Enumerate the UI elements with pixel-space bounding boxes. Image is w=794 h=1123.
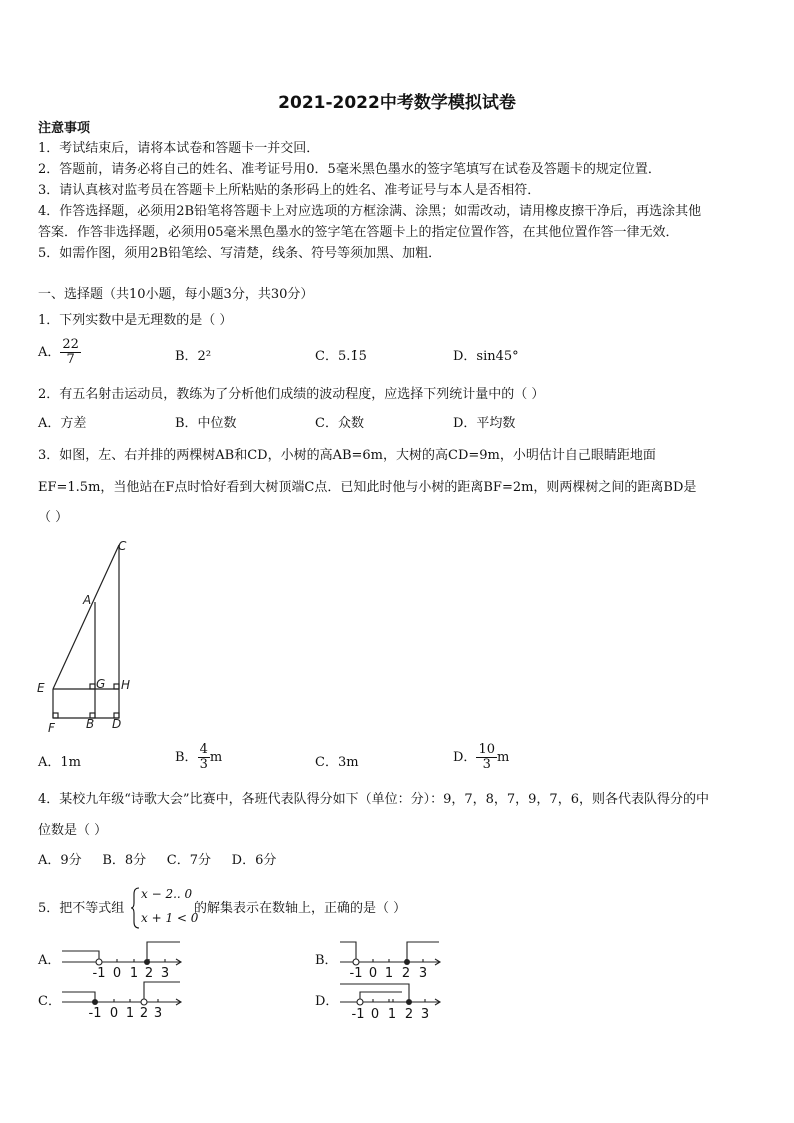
q5-c-tick-3: 3 [153,1006,163,1021]
notice-item-1: 1．考试结束后，请将本试卷和答题卡一并交回． [38,141,320,156]
section-heading: 一、选择题（共10小题，每小题3分，共30分） [38,287,314,302]
q5-inequality-2: x + 1 < 0 [141,911,199,925]
q5-c-tick-0: 0 [109,1006,119,1021]
q5-d-tick-0: 0 [370,1007,380,1022]
q5-b-tick-3: 3 [418,966,428,981]
q5-numberline-a [60,938,185,982]
q4-line-2: 位数是（ ） [38,823,108,838]
q5-d-tick-neg1: -1 [351,1007,365,1022]
q3-option-b [175,743,222,772]
notice-item-4-cont: 答案．作答非选择题，必须用05毫米黑色墨水的签字笔在答题卡上的指定位置作答，在其他位置作答一律无效． [38,225,679,240]
q5-a-tick-3: 3 [160,966,170,981]
notice-heading: 注意事项 [38,121,91,136]
q1-a-num: 22 [62,337,79,352]
q5-d-tick-3: 3 [420,1007,430,1022]
q3-option-d [453,743,509,772]
q3-label-a: A [83,593,92,607]
q5-a-tick-1: 1 [129,966,139,981]
q3-label-g: G [96,677,106,691]
q2-stem: 2．有五名射击运动员，教练为了分析他们成绩的波动程度，应选择下列统计量中的（ ） [38,387,545,402]
q5-option-b-label: B． [315,953,338,968]
q5-option-c-label: C． [38,994,61,1009]
q5-a-tick-2: 2 [144,966,154,981]
q1-option-b: B．2² [175,349,212,364]
q4-line-1: 4．某校九年级“诗歌大会”比赛中，各班代表队得分如下（单位：分）：9，7，8，7，9，7，6，则各代表队得分的中 [38,792,709,807]
q3-option-a: A．1m [38,755,81,770]
q5-b-tick-2: 2 [401,966,411,981]
q1-option-a [38,338,81,367]
q5-c-tick-neg1: -1 [88,1006,102,1021]
q5-numberline-d [338,978,443,1022]
q3-line-3: （ ） [38,510,69,525]
q3-d-num: 10 [478,742,495,757]
q3-label-b: B [86,717,95,731]
q5-d-tick-1: 1 [387,1007,397,1022]
q1-option-d: D．sin45° [453,349,519,364]
q1-stem: 1．下列实数中是无理数的是（ ） [38,313,233,328]
q5-b-tick-0: 0 [368,966,378,981]
q3-b-fraction [198,743,210,772]
q3-d-label: D． [453,749,477,765]
q3-label-e: E [37,681,45,695]
q5-option-d-label: D． [315,994,339,1009]
q1-a-label: A． [38,344,61,360]
q5-c-tick-2: 2 [139,1006,149,1021]
q5-inequality-1: x − 2.. 0 [141,887,193,901]
q3-label-c: C [118,539,127,553]
q2-option-d: D．平均数 [453,416,516,431]
q5-brace [130,886,140,930]
q2-option-b: B．中位数 [175,416,237,431]
q2-option-a: A．方差 [38,416,87,431]
q4-options: A．9分 B．8分 C．7分 D．6分 [38,853,277,868]
q5-suffix: 的解集表示在数轴上，正确的是（ ） [194,901,407,916]
q1-a-fraction [60,338,81,367]
q3-d-fraction [476,743,497,772]
q5-numberline-b [338,938,443,982]
q3-d-den: 3 [482,757,491,772]
q3-label-f: F [48,721,55,735]
q2-option-c: C．众数 [315,416,364,431]
q3-b-den: 3 [199,757,208,772]
page-title: 2021-2022中考数学模拟试卷 [278,93,516,113]
q3-line-1: 3．如图，左、右并排的两棵树AB和CD，小树的高AB=6m，大树的高CD=9m，小明估计自己眼睛距地面 [38,448,656,463]
q5-a-tick-neg1: -1 [92,966,106,981]
q3-label-h: H [121,678,131,692]
q5-b-tick-1: 1 [384,966,394,981]
q1-option-c: C．5.1̇5̇ [315,349,367,364]
q5-d-tick-2: 2 [404,1007,414,1022]
q5-a-tick-0: 0 [112,966,122,981]
q5-c-tick-1: 1 [125,1006,135,1021]
q3-b-label: B． [175,749,198,765]
notice-item-5: 5．如需作图，须用2B铅笔绘、写清楚，线条、符号等须加黑、加粗． [38,246,442,261]
notice-item-4: 4．作答选择题，必须用2B铅笔将答题卡上对应选项的方框涂满、涂黑；如需改动，请用橡皮擦干净后，再选涂其他 [38,204,702,219]
q5-option-a-label: A． [38,953,61,968]
q5-prefix: 5．把不等式组 [38,901,125,916]
q3-tree-figure [30,532,145,736]
q3-label-d: D [112,717,122,731]
q5-numberline-c [60,978,185,1022]
q3-d-unit: m [496,749,510,765]
q3-line-2: EF=1.5m，当他站在F点时恰好看到大树顶端C点．已知此时他与小树的距离BF=2m，则两棵树之间的距离BD是 [38,480,697,495]
notice-item-3: 3．请认真核对监考员在答题卡上所粘贴的条形码上的姓名、准考证号与本人是否相符． [38,183,541,198]
q3-b-unit: m [209,749,223,765]
notice-item-2: 2．答题前，请务必将自己的姓名、准考证号用0．5毫米黑色墨水的签字笔填写在试卷及答题卡的规定位置． [38,162,661,177]
q3-b-num: 4 [199,742,208,757]
q5-b-tick-neg1: -1 [349,966,363,981]
q1-a-den: 7 [66,352,75,367]
q3-option-c: C．3m [315,755,359,770]
